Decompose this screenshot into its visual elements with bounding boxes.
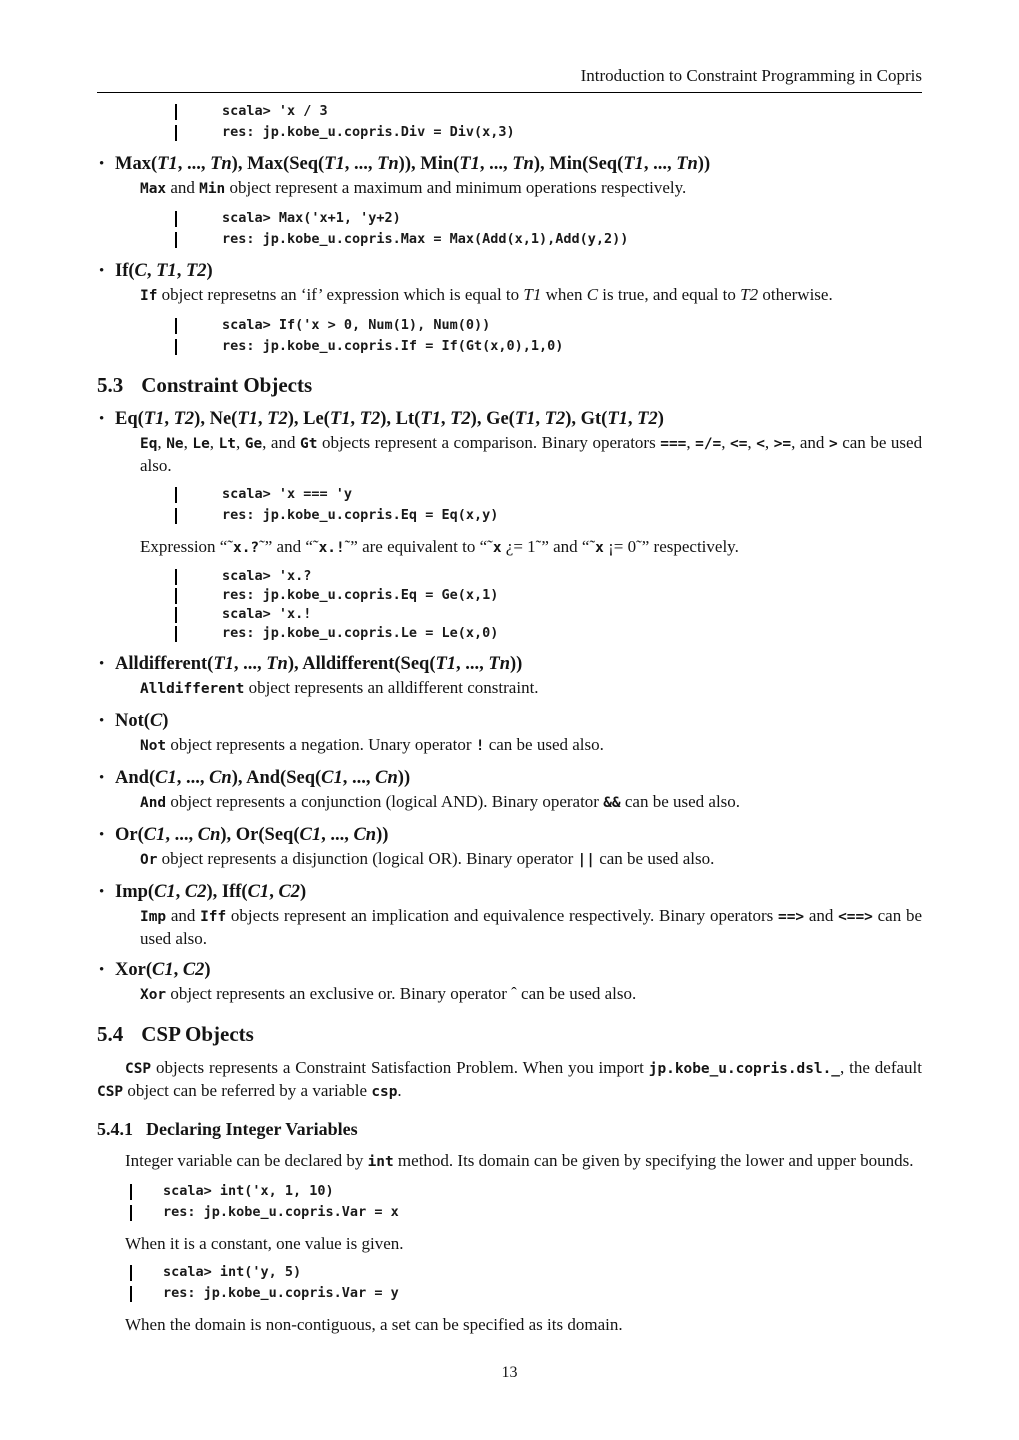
text-run: Not( — [115, 711, 150, 731]
code-line — [130, 1202, 922, 1223]
text-run: <==> — [838, 909, 873, 925]
text-run: <= — [730, 436, 748, 452]
text-run: C2 — [182, 960, 205, 980]
bullet-title-text — [115, 882, 306, 902]
bullet-marker: • — [99, 770, 105, 786]
text-run: ˜” and “˜ — [259, 537, 319, 556]
text-run: , — [146, 261, 157, 281]
text-run: T2 — [544, 409, 566, 429]
text-run: , — [209, 433, 219, 452]
text-run: C2 — [278, 882, 301, 902]
bullet-marker: • — [99, 827, 105, 843]
text-run: and — [166, 178, 200, 197]
code-text: scala> Max('x+1, 'y+2) — [222, 210, 401, 226]
verbatim-bar-icon — [130, 1265, 132, 1281]
text-run: ˜” are equivalent to “˜ — [344, 537, 493, 556]
text-run: T1 — [324, 154, 345, 174]
text-run: T2 — [740, 285, 759, 304]
text-run: And — [140, 795, 167, 811]
verbatim-bar-icon — [175, 626, 177, 642]
text-run: ), Max(Seq( — [231, 154, 325, 174]
bullet-title-xor — [97, 959, 922, 981]
text-run: Ne — [166, 436, 184, 452]
text-run: C1 — [155, 768, 177, 788]
code-line — [175, 208, 922, 229]
text-run: && — [603, 795, 621, 811]
text-run: T2 — [267, 409, 288, 429]
text-run: T1 — [213, 654, 234, 674]
text-run: , — [173, 960, 183, 980]
text-run: , — [157, 433, 167, 452]
text-run: , — [183, 433, 193, 452]
text-run: object represents a conjunction (logical AND). Binary operator — [166, 792, 604, 811]
code-text: res: jp.kobe_u.copris.Div = Div(x,3) — [222, 124, 515, 140]
text-run: , — [269, 882, 279, 902]
text-run: C — [134, 261, 147, 281]
verbatim-bar-icon — [175, 607, 177, 623]
text-run: , — [627, 409, 638, 429]
text-run: , ..., — [456, 654, 489, 674]
text-run: objects represent an implication and equivalence respectively. Binary operators — [226, 906, 778, 925]
text-run: Gt — [300, 436, 318, 452]
verbatim-bar-icon — [175, 125, 177, 141]
text-run: Max( — [115, 154, 158, 174]
text-run: Iff — [200, 909, 227, 925]
verbatim-bar-icon — [175, 508, 177, 524]
verbatim-bar-icon — [175, 318, 177, 334]
text-run: ), Lt( — [380, 409, 421, 429]
bullet-item-xor — [97, 959, 922, 1006]
text-run: Le — [192, 436, 210, 452]
text-run: T2 — [637, 409, 658, 429]
text-run: Eq — [140, 436, 158, 452]
code-text: res: jp.kobe_u.copris.If = If(Gt(x,0),1,0) — [222, 338, 564, 354]
bullet-title-imp-iff — [97, 881, 922, 903]
text-run: csp — [371, 1084, 398, 1100]
text-run: Not — [140, 738, 167, 754]
bullet-description-or — [97, 848, 922, 871]
text-run: T1 — [157, 154, 178, 174]
text-run: Integer variable can be declared by — [125, 1151, 368, 1170]
text-run: T1 — [459, 154, 480, 174]
text-run: T2 — [173, 409, 195, 429]
code-line — [130, 1262, 922, 1283]
text-run: )) — [397, 768, 411, 788]
bullet-title-alldifferent — [97, 653, 922, 675]
text-run: || — [577, 852, 595, 868]
paragraph-constant: When it is a constant, one value is given. — [125, 1234, 404, 1253]
text-run: and — [804, 906, 839, 925]
code-block-reification — [97, 567, 922, 643]
text-run: ), Iff( — [206, 882, 248, 902]
text-run: C1 — [299, 825, 322, 845]
text-run: Imp — [140, 909, 167, 925]
text-run: can be used also. — [140, 433, 923, 475]
verbatim-bar-icon — [175, 211, 177, 227]
text-run: )) — [697, 154, 711, 174]
text-run: can be used also. — [140, 906, 923, 948]
paragraph-expression — [97, 536, 922, 559]
text-run: objects represent a comparison. Binary operators — [317, 433, 661, 452]
code-text: scala> 'x.? — [222, 568, 312, 584]
section-title: Constraint Objects — [141, 373, 313, 397]
bullet-title-comparison — [97, 408, 922, 430]
text-run: ), Alldifferent(Seq( — [287, 654, 436, 674]
text-run: T1 — [420, 409, 441, 429]
code-line — [175, 229, 922, 250]
text-run: Or — [140, 852, 158, 868]
code-line — [130, 1283, 922, 1304]
text-run: ), And(Seq( — [231, 768, 322, 788]
bullet-marker: • — [99, 656, 105, 672]
verbatim-bar-icon — [175, 339, 177, 355]
text-run: And( — [115, 768, 156, 788]
text-run: , ..., — [342, 768, 376, 788]
verbatim-bar-icon — [175, 487, 177, 503]
text-run: Cn — [353, 825, 377, 845]
code-block-div — [97, 101, 922, 143]
text-run: If( — [115, 261, 135, 281]
bullet-marker: • — [99, 884, 105, 900]
text-run: C1 — [321, 768, 343, 788]
text-run: when — [541, 285, 587, 304]
text-run: , ..., — [479, 154, 513, 174]
text-run: int — [367, 1154, 394, 1170]
text-run: Min — [199, 181, 226, 197]
code-text: res: jp.kobe_u.copris.Max = Max(Add(x,1),Add(y,2)) — [222, 231, 629, 247]
text-run: object can be referred by a variable — [123, 1081, 372, 1100]
text-run: , ..., — [165, 825, 198, 845]
text-run: , — [176, 261, 186, 281]
text-run: ), Or(Seq( — [220, 825, 300, 845]
text-run: , — [175, 882, 185, 902]
text-run: T2 — [185, 261, 207, 281]
text-run: , ..., — [233, 654, 267, 674]
text-run: ) — [204, 960, 211, 980]
text-run: Eq( — [115, 409, 144, 429]
text-run: x.! — [318, 540, 345, 556]
text-run: T1 — [623, 154, 644, 174]
text-run: Expression “˜ — [140, 537, 234, 556]
text-run: ) — [206, 261, 213, 281]
bullet-description-alldifferent — [97, 677, 922, 700]
subsection-heading-5-4-1 — [97, 1119, 922, 1140]
text-run: object represents an exclusive or. Binary operator ˆ can be used also. — [166, 984, 637, 1003]
text-run: Xor — [140, 987, 167, 1003]
code-text: scala> 'x === 'y — [222, 486, 353, 502]
text-run: Ge — [244, 436, 263, 452]
code-line — [175, 505, 922, 526]
text-run: T1 — [143, 409, 165, 429]
code-text: res: jp.kobe_u.copris.Var = x — [163, 1204, 399, 1220]
bullet-marker: • — [99, 713, 105, 729]
text-run: , and — [262, 433, 301, 452]
bullet-marker: • — [99, 263, 105, 279]
text-run: T1 — [237, 409, 258, 429]
verbatim-bar-icon — [130, 1286, 132, 1302]
text-run: x — [595, 540, 604, 556]
text-run: , — [535, 409, 545, 429]
section-number: 5.4 — [97, 1022, 124, 1046]
text-run: x — [492, 540, 502, 556]
code-text: scala> int('x, 1, 10) — [163, 1183, 334, 1199]
text-run: Alldifferent( — [115, 654, 214, 674]
text-run: , the default — [839, 1058, 922, 1077]
bullet-title-text — [115, 960, 211, 980]
text-run: , ..., — [344, 154, 378, 174]
code-block-eq — [97, 484, 922, 526]
bullet-marker: • — [99, 156, 105, 172]
bullet-title-text — [115, 154, 710, 174]
header-rule — [97, 92, 922, 93]
text-run: otherwise. — [758, 285, 833, 304]
bullet-marker: • — [99, 411, 105, 427]
text-run: T2 — [359, 409, 381, 429]
code-text: res: jp.kobe_u.copris.Le = Le(x,0) — [222, 625, 499, 641]
bullet-title-text — [115, 654, 522, 674]
code-line — [175, 624, 922, 643]
code-line — [175, 315, 922, 336]
bullet-description-comparison — [97, 432, 922, 476]
code-line — [175, 586, 922, 605]
text-run: and — [166, 906, 201, 925]
code-text: res: jp.kobe_u.copris.Eq = Ge(x,1) — [222, 587, 499, 603]
bullet-description-not — [97, 734, 922, 757]
text-run: ), Le( — [287, 409, 330, 429]
code-text: res: jp.kobe_u.copris.Eq = Eq(x,y) — [222, 507, 499, 523]
bullet-description-if — [97, 284, 922, 307]
text-run: T2 — [450, 409, 471, 429]
text-run: can be used also. — [484, 735, 604, 754]
text-run: , — [235, 433, 245, 452]
text-run: Cn — [209, 768, 232, 788]
code-block-max — [97, 208, 922, 250]
bullet-title-maxmin — [97, 153, 922, 175]
running-header — [97, 0, 922, 86]
text-run: ) — [300, 882, 307, 902]
text-run: )) — [376, 825, 389, 845]
bullet-marker: • — [99, 962, 105, 978]
code-line — [175, 122, 922, 143]
bullet-description-xor — [97, 983, 922, 1006]
text-run: can be used also. — [620, 792, 741, 811]
code-block-int-x — [97, 1181, 922, 1223]
text-run: ==> — [778, 909, 805, 925]
verbatim-bar-icon — [175, 569, 177, 585]
text-run: === — [660, 436, 687, 452]
verbatim-bar-icon — [130, 1184, 132, 1200]
bullet-description-and — [97, 791, 922, 814]
text-run: ! — [475, 738, 485, 754]
bullet-item-or — [97, 824, 922, 871]
text-run: x.? — [233, 540, 260, 556]
text-run: , — [721, 433, 730, 452]
text-run: , — [747, 433, 757, 452]
text-run: T1 — [514, 409, 536, 429]
text-run: Alldifferent — [140, 681, 245, 697]
section-title: CSP Objects — [141, 1022, 254, 1046]
text-run: T1 — [607, 409, 628, 429]
text-run: ), Ge( — [470, 409, 515, 429]
verbatim-bar-icon — [175, 232, 177, 248]
code-block-int-y — [97, 1262, 922, 1304]
text-run: >= — [773, 436, 792, 452]
text-run: C1 — [151, 960, 174, 980]
text-run: CSP — [125, 1061, 152, 1077]
text-run: object represetns an ‘if’ expression which is equal to — [157, 285, 524, 304]
code-line — [175, 567, 922, 586]
text-run: )), Min( — [398, 154, 460, 174]
text-run: object represent a maximum and minimum operations respectively. — [225, 178, 687, 197]
text-run: , — [686, 433, 696, 452]
text-run: Max — [140, 181, 167, 197]
code-line — [175, 336, 922, 357]
code-text: scala> 'x / 3 — [222, 103, 328, 119]
text-run: . — [397, 1081, 402, 1100]
text-run: , — [164, 409, 174, 429]
bullet-title-if — [97, 260, 922, 282]
bullet-title-and — [97, 767, 922, 789]
section-number: 5.3 — [97, 373, 124, 397]
text-run: method. Its domain can be given by specifying the lower and upper bounds. — [393, 1151, 914, 1170]
verbatim-bar-icon — [130, 1205, 132, 1221]
bullet-description-maxmin — [97, 177, 922, 200]
bullet-description-imp-iff — [97, 905, 922, 949]
text-run: Tn — [512, 154, 534, 174]
text-run: C2 — [184, 882, 207, 902]
running-header-title: Introduction to Constraint Programming in Copris — [580, 66, 922, 85]
text-run: T1 — [523, 285, 542, 304]
subsection-title: Declaring Integer Variables — [146, 1119, 358, 1139]
text-run: Or( — [115, 825, 144, 845]
section-heading-5-4 — [97, 1022, 922, 1047]
text-run: object represents a negation. Unary operator — [166, 735, 476, 754]
text-run: , — [257, 409, 268, 429]
paragraph-int-declare — [97, 1150, 922, 1173]
bullet-title-text — [115, 768, 410, 788]
text-run: C1 — [143, 825, 166, 845]
text-run: =/= — [695, 436, 722, 452]
text-run: is true, and equal to — [598, 285, 741, 304]
bullet-item-comparison — [97, 408, 922, 476]
code-line — [175, 605, 922, 624]
code-line — [130, 1181, 922, 1202]
text-run: CSP — [97, 1084, 124, 1100]
text-run: ), Min(Seq( — [533, 154, 624, 174]
subsection-number: 5.4.1 — [97, 1119, 133, 1139]
text-run: ) — [657, 409, 664, 429]
code-block-if — [97, 315, 922, 357]
text-run: Lt — [218, 436, 236, 452]
text-run: Tn — [676, 154, 698, 174]
text-run: Xor( — [115, 960, 152, 980]
text-run: can be used also. — [594, 849, 715, 868]
bullet-title-text — [115, 825, 388, 845]
text-run: object represents a disjunction (logical OR). Binary operator — [157, 849, 578, 868]
bullet-item-maxmin — [97, 153, 922, 200]
bullet-item-alldifferent — [97, 653, 922, 700]
bullet-item-and — [97, 767, 922, 814]
code-text: res: jp.kobe_u.copris.Var = y — [163, 1285, 399, 1301]
text-run: ¿= 1˜” and “˜ — [501, 537, 596, 556]
text-run: Cn — [197, 825, 221, 845]
text-run: Tn — [210, 154, 232, 174]
text-run: objects represents a Constraint Satisfaction Problem. When you import — [151, 1058, 649, 1077]
bullet-item-imp-iff — [97, 881, 922, 949]
text-run: ), Gt( — [565, 409, 608, 429]
bullet-title-text — [115, 409, 664, 429]
code-line — [175, 101, 922, 122]
text-run: C — [149, 711, 163, 731]
bullet-title-text — [115, 261, 213, 281]
text-run: , ..., — [321, 825, 354, 845]
section-heading-5-3 — [97, 373, 922, 398]
text-run: > — [828, 436, 838, 452]
text-run: Tn — [488, 654, 511, 674]
text-run: T1 — [329, 409, 351, 429]
text-run: , ..., — [643, 154, 677, 174]
text-run: ) — [162, 711, 169, 731]
text-run: Tn — [377, 154, 399, 174]
text-run: , ..., — [177, 154, 211, 174]
text-run: < — [756, 436, 765, 452]
page-number: 13 — [501, 1364, 518, 1381]
code-text: scala> If('x > 0, Num(1), Num(0)) — [222, 317, 491, 333]
text-run: Tn — [266, 654, 288, 674]
text-run: T1 — [156, 261, 177, 281]
text-run: , ..., — [176, 768, 210, 788]
bullet-title-text — [115, 711, 168, 731]
bullet-item-if — [97, 260, 922, 307]
text-run: jp.kobe_u.copris.dsl._ — [648, 1061, 840, 1077]
text-run: C1 — [154, 882, 176, 902]
verbatim-bar-icon — [175, 588, 177, 604]
text-run: Imp( — [115, 882, 155, 902]
text-run: , — [440, 409, 451, 429]
text-run: , — [764, 433, 774, 452]
text-run: ), Ne( — [194, 409, 238, 429]
bullet-title-not — [97, 710, 922, 732]
text-run: C — [586, 285, 599, 304]
text-run: If — [140, 288, 158, 304]
text-run: , — [350, 409, 360, 429]
verbatim-bar-icon — [175, 104, 177, 120]
text-run: ¡= 0˜” respectively. — [603, 537, 739, 556]
paragraph-noncontiguous: When the domain is non-contiguous, a set can be specified as its domain. — [125, 1315, 623, 1334]
code-text: scala> 'x.! — [222, 606, 312, 622]
bullet-item-not — [97, 710, 922, 757]
text-run: T1 — [435, 654, 457, 674]
text-run: )) — [510, 654, 523, 674]
text-run: Cn — [375, 768, 398, 788]
paragraph-csp — [97, 1057, 922, 1103]
code-text: scala> int('y, 5) — [163, 1264, 302, 1280]
bullet-title-or — [97, 824, 922, 846]
text-run: object represents an alldifferent constraint. — [244, 678, 539, 697]
code-line — [175, 484, 922, 505]
text-run: , and — [791, 433, 829, 452]
text-run: C1 — [247, 882, 270, 902]
